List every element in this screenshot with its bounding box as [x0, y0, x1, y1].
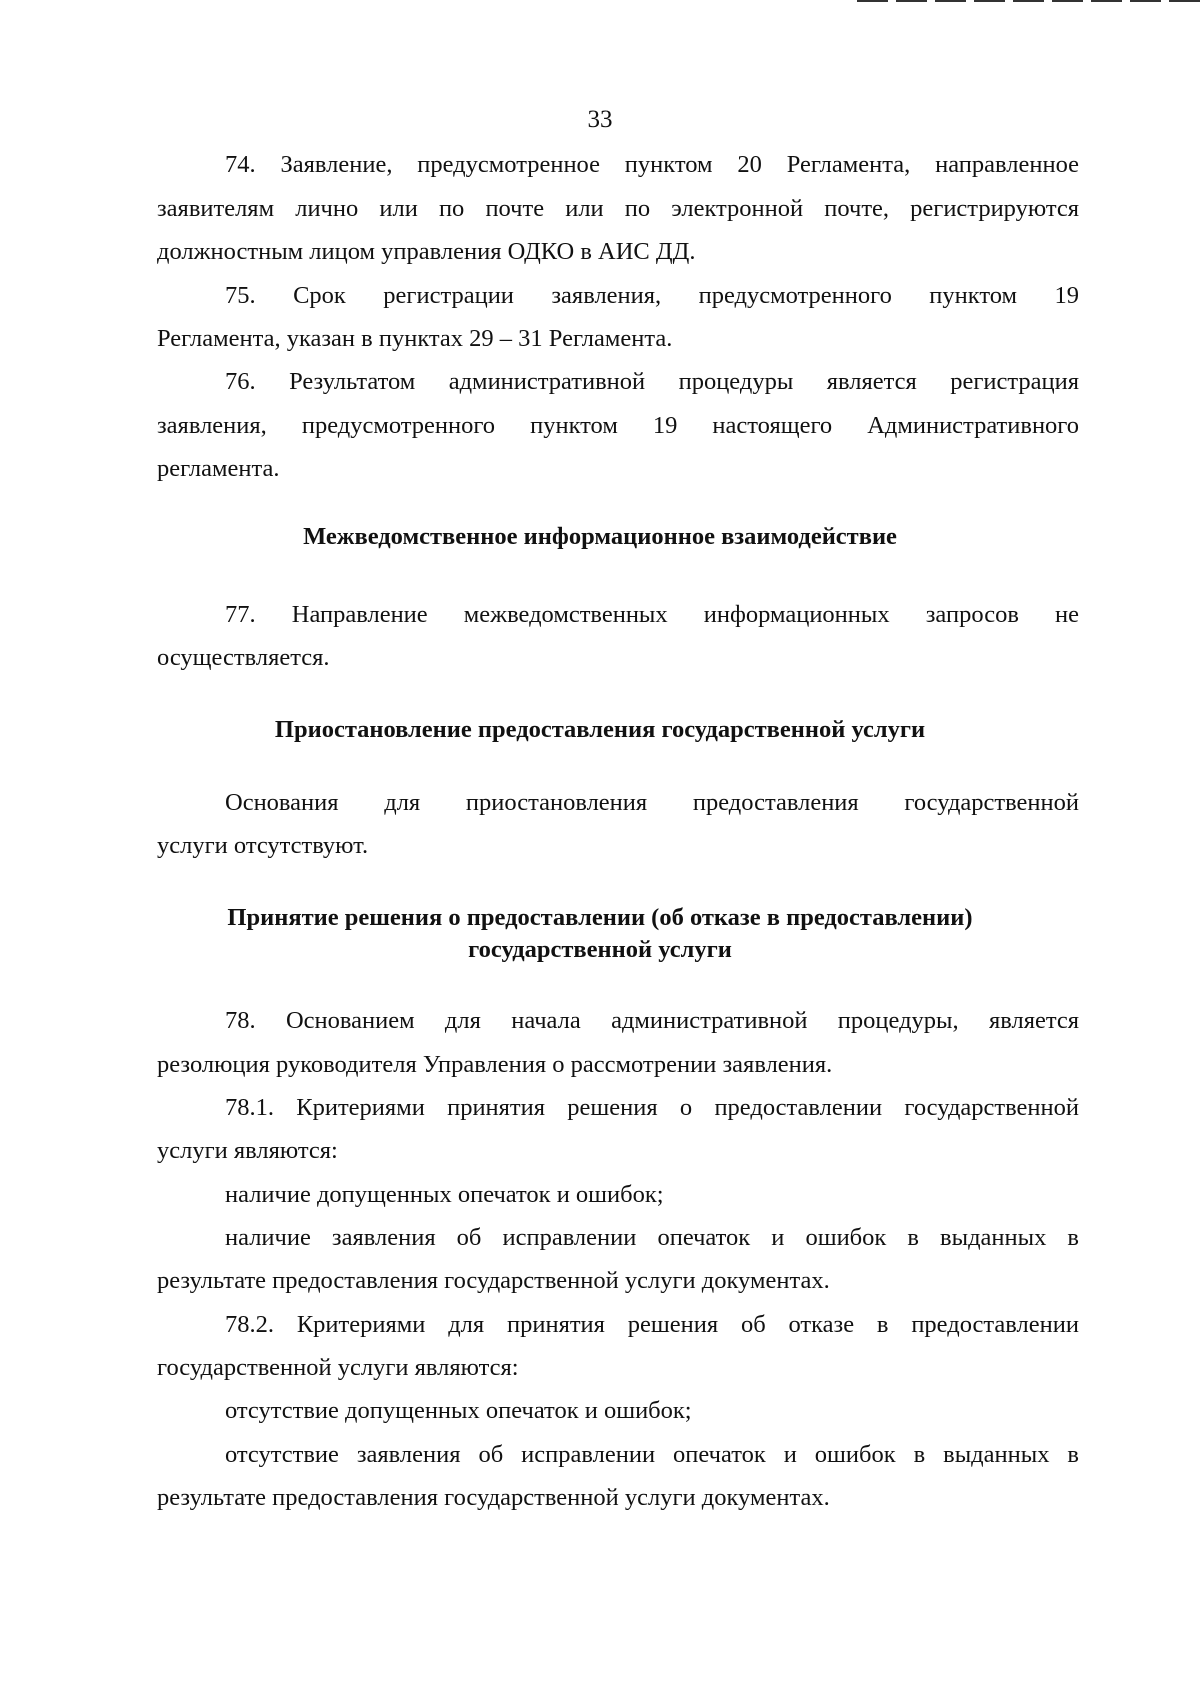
- paragraph-line: результате предоставления государственной услуги документах.: [157, 1267, 830, 1294]
- paragraph-line: 78. Основанием для начала административной процедуры, является: [225, 1007, 1079, 1034]
- paragraph-line: 75. Срок регистрации заявления, предусмотренного пунктом 19: [225, 282, 1079, 309]
- paragraph-line: 78.2. Критериями для принятия решения об отказе в предоставлении: [225, 1311, 1079, 1338]
- dash: [1052, 0, 1083, 2]
- section-heading-suspension: Приостановление предоставления государственной услуги: [274, 716, 926, 743]
- paragraph-line: заявителям лично или по почте или по электронной почте, регистрируются: [157, 195, 1079, 222]
- section-heading-decision-line2: государственной услуги: [468, 936, 732, 963]
- paragraph-line: государственной услуги являются:: [157, 1354, 519, 1381]
- paragraph-line: наличие заявления об исправлении опечаток и ошибок в выданных в: [225, 1224, 1079, 1251]
- paragraph-line: 77. Направление межведомственных информационных запросов не: [225, 601, 1079, 628]
- top-edge-dashes: [857, 0, 1200, 2]
- dash: [896, 0, 927, 2]
- dash: [1013, 0, 1044, 2]
- paragraph-line: услуги являются:: [157, 1137, 338, 1164]
- list-item: отсутствие допущенных опечаток и ошибок;: [225, 1397, 692, 1424]
- paragraph-line: Основания для приостановления предоставления государственной: [225, 789, 1079, 816]
- dash: [935, 0, 966, 2]
- paragraph-line: регламента.: [157, 455, 280, 482]
- dash: [1130, 0, 1161, 2]
- section-heading-decision: Принятие решения о предоставлении (об отказе в предоставлении): [227, 904, 973, 931]
- dash: [974, 0, 1005, 2]
- paragraph-line: результате предоставления государственной услуги документах.: [157, 1484, 830, 1511]
- dash: [1169, 0, 1200, 2]
- paragraph-line: 76. Результатом административной процедуры является регистрация: [225, 368, 1079, 395]
- paragraph-line: резолюция руководителя Управления о рассмотрении заявления.: [157, 1051, 833, 1078]
- paragraph-line: заявления, предусмотренного пунктом 19 настоящего Административного: [157, 412, 1079, 439]
- paragraph-line: отсутствие заявления об исправлении опечаток и ошибок в выданных в: [225, 1441, 1079, 1468]
- paragraph-line: услуги отсутствуют.: [157, 832, 369, 859]
- list-item: наличие допущенных опечаток и ошибок;: [225, 1181, 664, 1208]
- dash: [1091, 0, 1122, 2]
- section-heading-interagency: Межведомственное информационное взаимодействие: [303, 523, 897, 550]
- paragraph-line: 78.1. Критериями принятия решения о предоставлении государственной: [225, 1094, 1079, 1121]
- paragraph-line: должностным лицом управления ОДКО в АИС ДД.: [157, 238, 696, 265]
- paragraph-line: осуществляется.: [157, 644, 330, 671]
- dash: [857, 0, 888, 2]
- paragraph-line: Регламента, указан в пунктах 29 – 31 Регламента.: [157, 325, 673, 352]
- paragraph-line: 74. Заявление, предусмотренное пунктом 20 Регламента, направленное: [225, 151, 1079, 178]
- page-number: 33: [587, 106, 613, 133]
